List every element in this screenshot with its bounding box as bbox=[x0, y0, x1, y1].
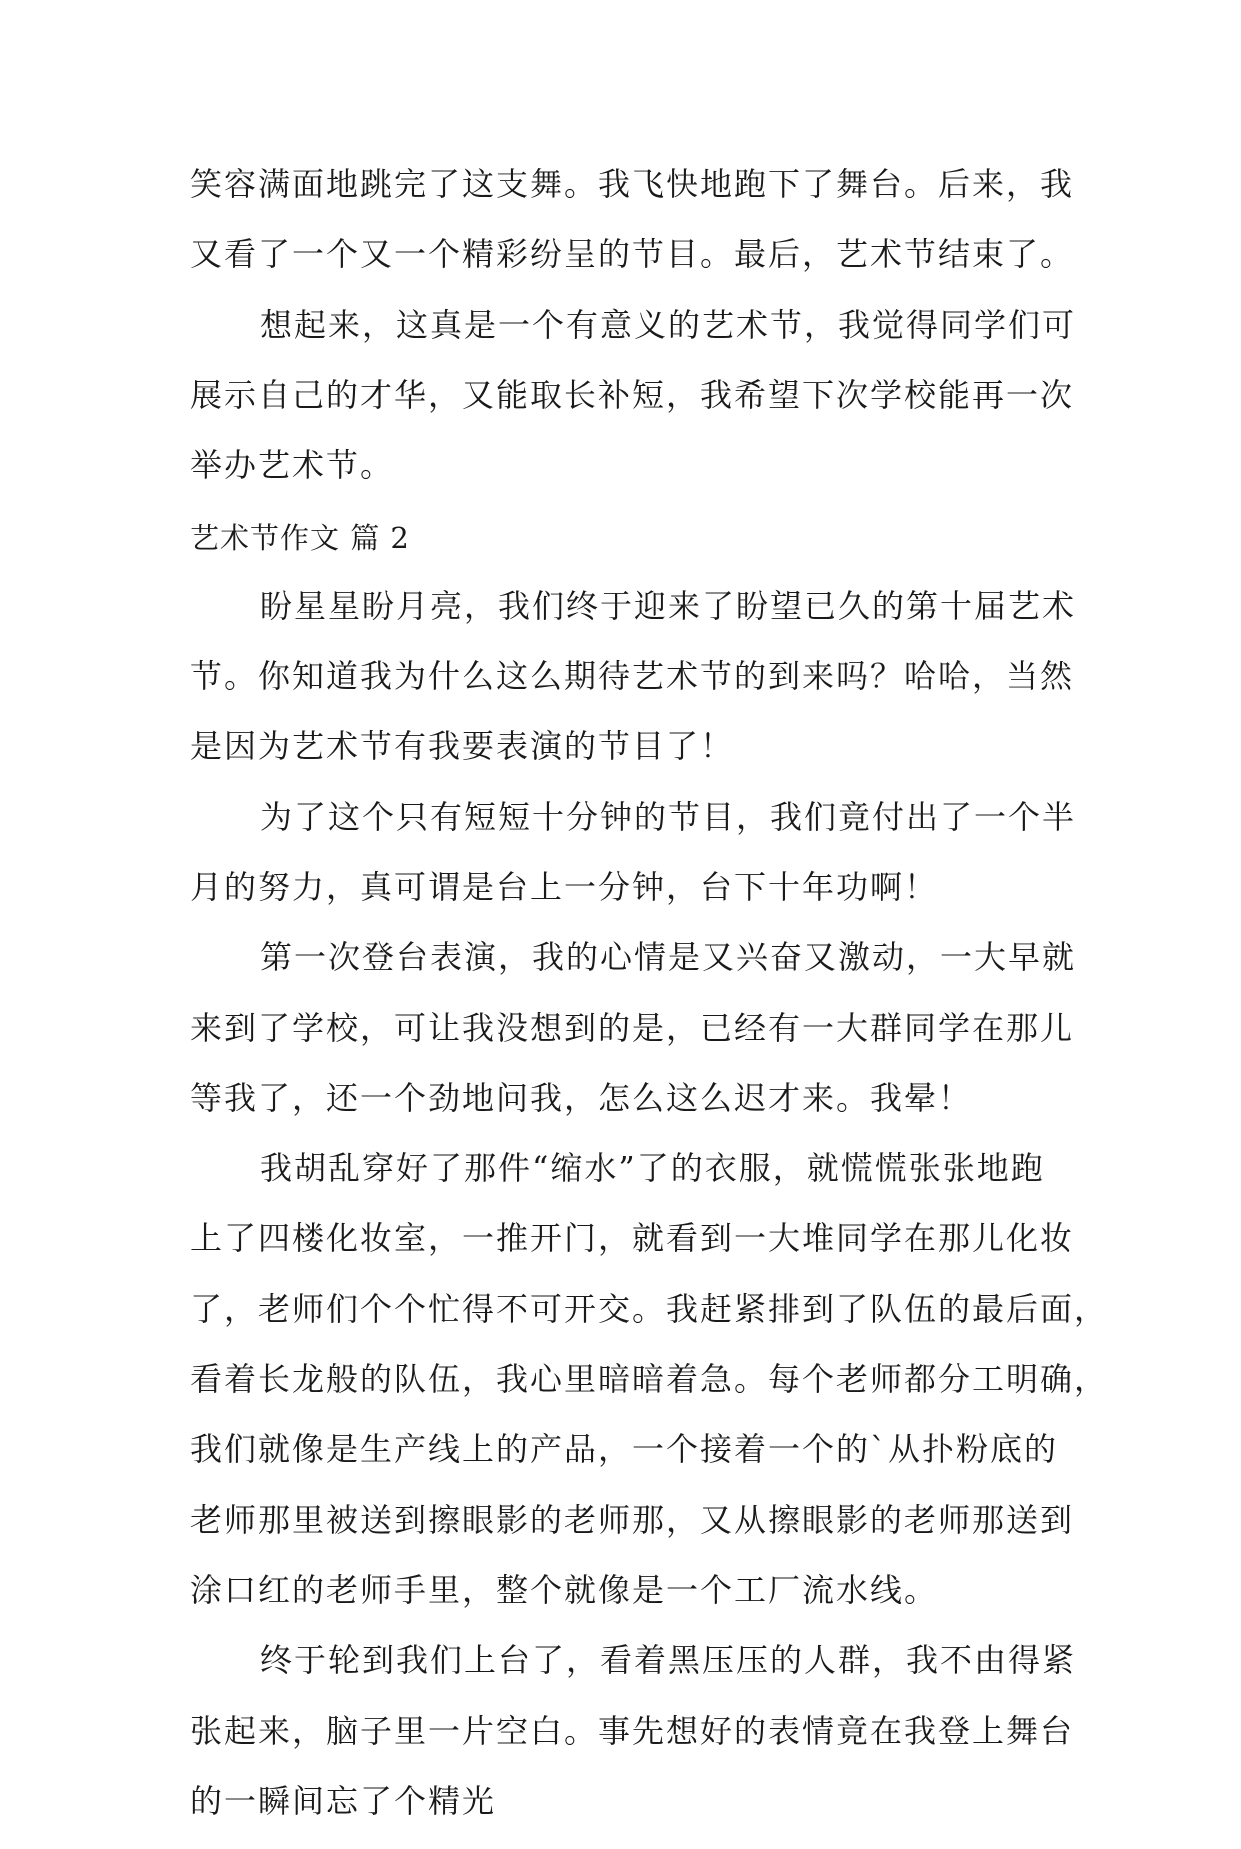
section-heading: 艺术节作文 篇 2 bbox=[190, 521, 410, 556]
paragraph-start: 我胡乱穿好了那件“缩水”了的衣服，就慌慌张张地跑 bbox=[260, 1149, 1045, 1188]
text-line: 来到了学校，可让我没想到的是，已经有一大群同学在那儿 bbox=[190, 1008, 1075, 1047]
text-line: 等我了，还一个劲地问我，怎么这么迟才来。我晕！ bbox=[190, 1078, 973, 1117]
document-body bbox=[190, 162, 1109, 1849]
text-line: 涂口红的老师手里，整个就像是一个工厂流水线。 bbox=[190, 1570, 939, 1609]
text-line: 月的努力，真可谓是台上一分钟，台下十年功啊！ bbox=[190, 867, 939, 906]
text-line: 举办艺术节。 bbox=[190, 446, 395, 485]
paragraph-start: 终于轮到我们上台了，看着黑压压的人群，我不由得紧 bbox=[260, 1641, 1077, 1680]
text-line: 的一瞬间忘了个精光 bbox=[190, 1781, 497, 1820]
text-line: 是因为艺术节有我要表演的节目了！ bbox=[190, 727, 735, 766]
paragraph-start: 第一次登台表演，我的心情是又兴奋又激动，一大早就 bbox=[260, 938, 1077, 977]
text-line: 又看了一个又一个精彩纷呈的节目。最后，艺术节结束了。 bbox=[190, 235, 1075, 274]
text-line: 展示自己的才华，又能取长补短，我希望下次学校能再一次 bbox=[190, 375, 1075, 414]
text-line: 上了四楼化妆室，一推开门，就看到一大堆同学在那儿化妆 bbox=[190, 1219, 1075, 1258]
text-line: 节。你知道我为什么这么期待艺术节的到来吗？哈哈，当然 bbox=[190, 657, 1075, 696]
text-line: 了，老师们个个忙得不可开交。我赶紧排到了队伍的最后面， bbox=[190, 1289, 1109, 1328]
text-line: 笑容满面地跳完了这支舞。我飞快地跑下了舞台。后来，我 bbox=[190, 165, 1075, 203]
text-line: 老师那里被送到擦眼影的老师那，又从擦眼影的老师那送到 bbox=[190, 1500, 1075, 1539]
text-line: 我们就像是生产线上的产品，一个接着一个的`从扑粉底的 bbox=[190, 1430, 1059, 1469]
paragraph-start: 为了这个只有短短十分钟的节目，我们竟付出了一个半 bbox=[260, 797, 1077, 836]
text-line: 看着长龙般的队伍，我心里暗暗着急。每个老师都分工明确， bbox=[190, 1360, 1109, 1399]
paragraph-start: 盼星星盼月亮，我们终于迎来了盼望已久的第十届艺术 bbox=[260, 586, 1077, 625]
paragraph-start: 想起来，这真是一个有意义的艺术节，我觉得同学们可 bbox=[260, 305, 1077, 344]
text-line: 张起来，脑子里一片空白。事先想好的表情竟在我登上舞台 bbox=[190, 1711, 1075, 1750]
